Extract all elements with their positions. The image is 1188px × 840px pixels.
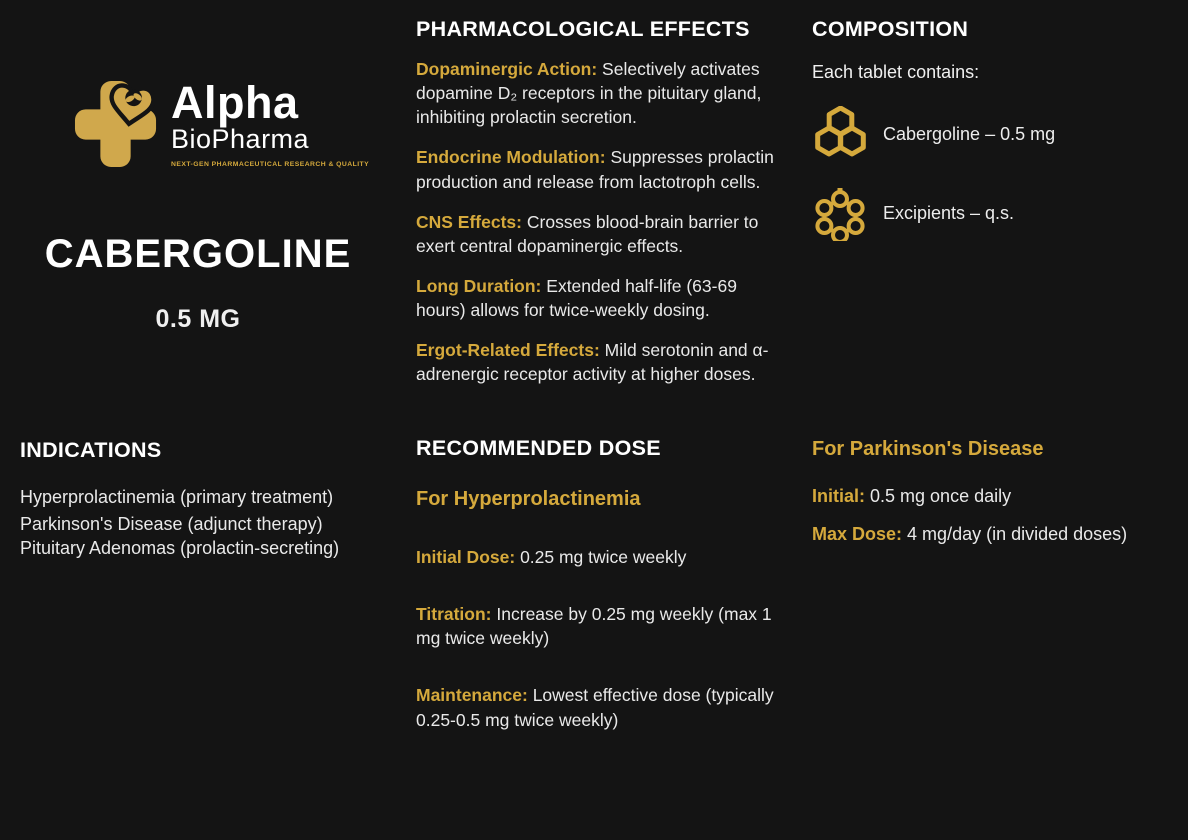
pharmacological-effects-title: PHARMACOLOGICAL EFFECTS [416,17,750,41]
effect-label: Long Duration: [416,275,542,296]
dose-text: Lowest effective dose (typically 0.25-0.5 mg twice weekly) [416,685,774,730]
parkinsons-initial [812,486,1184,508]
dose-titration [416,602,780,650]
effect-text: Crosses blood-brain barrier to exert central dopaminergic effects. [416,211,759,256]
brand-name-line1: Alpha [171,77,299,129]
dose-label: Initial Dose: [416,547,516,567]
composition-item-text: Cabergoline – 0.5 mg [883,123,1056,144]
pharmacological-effects-section [416,17,780,403]
effect-text: Extended half-life (63-69 hours) allows for twice-weekly dosing. [416,275,737,321]
effect-label: Ergot-Related Effects: [416,340,600,361]
indication-item: Pituitary Adenomas (prolactin-secreting) [20,537,340,558]
product-name: CABERGOLINE [44,232,352,276]
brand-tagline: NEXT-GEN PHARMACEUTICAL RESEARCH & QUALITY [171,160,370,168]
brand-block [74,78,369,170]
honeycomb-hexagons-icon [812,106,868,162]
composition-title: COMPOSITION [812,17,969,41]
composition-section [812,17,1184,264]
effect-endocrine-modulation [416,145,780,193]
dose-text: 0.25 mg twice weekly [520,547,687,567]
dose-text: 0.5 mg once daily [870,486,1012,506]
dose-label: Max Dose: [812,523,903,544]
indications-section [20,438,392,560]
dose-maintenance [416,683,780,731]
brand-name-line2: BioPharma [171,124,310,155]
dose-text: 4 mg/day (in divided doses) [907,523,1128,544]
brand-wordmark [171,77,370,168]
dose-initial [416,545,780,569]
effect-text: Mild serotonin and α-adrenergic receptor activity at higher doses. [416,340,769,385]
dose-label: Maintenance: [416,685,528,706]
effect-label: CNS Effects: [416,211,522,232]
effect-text: Suppresses prolactin production and release from lactotroph cells. [416,147,774,192]
indication-item: Parkinson's Disease (adjunct therapy) [20,514,323,535]
composition-item-cabergoline [812,106,1184,162]
effect-label: Dopaminergic Action: [416,59,598,79]
effect-dopaminergic-action [416,57,780,129]
parkinsons-dose-section [812,438,1184,561]
effect-text: Selectively activates dopamine D₂ receptors in the pituitary gland, inhibiting prolactin secretion. [416,59,762,128]
effect-cns [416,210,780,258]
recommended-dose-section [416,436,780,765]
indications-title: INDICATIONS [20,438,162,462]
parkinsons-title: For Parkinson's Disease [812,438,1044,460]
molecule-ring-icon [812,185,868,241]
dose-text: Increase by 0.25 mg weekly (max 1 mg twice weekly) [416,604,772,649]
product-strength: 0.5 MG [155,305,241,333]
composition-item-excipients [812,185,1184,241]
indication-item: Hyperprolactinemia (primary treatment) [20,487,334,507]
recommended-dose-title: RECOMMENDED DOSE [416,436,661,460]
effect-label: Endocrine Modulation: [416,147,606,168]
effect-ergot-related [416,338,780,386]
dose-label: Titration: [416,604,492,625]
hyperprolactinemia-subhead: For Hyperprolactinemia [416,488,641,510]
cross-heart-leaf-icon [74,78,158,170]
parkinsons-max-dose [812,524,1184,546]
effect-long-duration [416,274,780,322]
dose-label: Initial: [812,486,865,506]
composition-intro: Each tablet contains: [812,62,980,82]
composition-item-text: Excipients – q.s. [883,202,1015,223]
